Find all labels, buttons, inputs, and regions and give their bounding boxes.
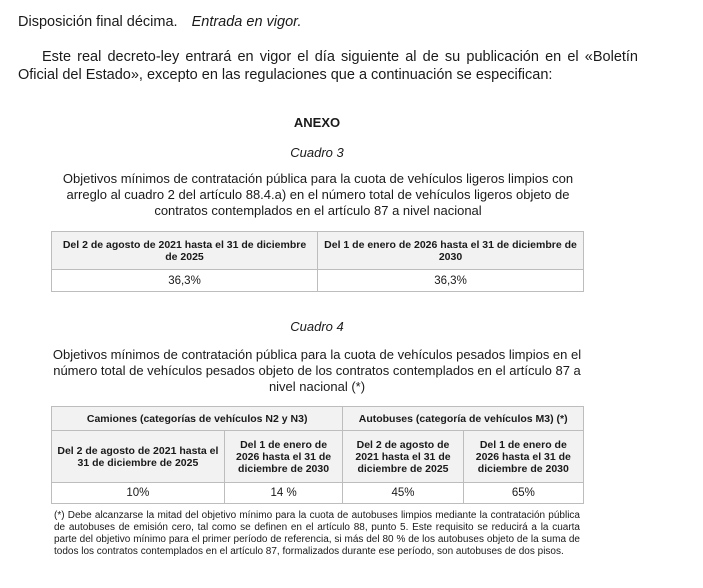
cuadro-4-header-buses-period-2: Del 1 de enero de 2026 hasta el 31 de diciembre de 2030 bbox=[463, 431, 583, 483]
cuadro-4-value-trucks-period-1: 10% bbox=[52, 483, 225, 504]
provision-label: Disposición final décima. bbox=[18, 14, 178, 30]
cuadro-3-label: Cuadro 3 bbox=[290, 145, 344, 160]
cuadro-4-label: Cuadro 4 bbox=[290, 319, 344, 334]
cuadro-4-value-buses-period-1: 45% bbox=[343, 483, 463, 504]
cuadro-4-group-trucks: Camiones (categorías de vehículos N2 y N3) bbox=[52, 407, 343, 431]
cuadro-3-objective: Objetivos mínimos de contratación pública para la cuota de vehículos ligeros limpios con arreglo al cuadro 2 del artículo 88.4.a) en el número total de vehículos ligeros objeto de contratos contemplados en el artículo 87 a nivel nacional bbox=[62, 171, 574, 218]
cuadro-4-header-buses-period-1: Del 2 de agosto de 2021 hasta el 31 de diciembre de 2025 bbox=[343, 431, 463, 483]
cuadro-4-value-trucks-period-2: 14 % bbox=[224, 483, 343, 504]
cuadro-4-header-trucks-period-1: Del 2 de agosto de 2021 hasta el 31 de diciembre de 2025 bbox=[52, 431, 225, 483]
cuadro-3-table bbox=[51, 231, 584, 292]
cuadro-4-footnote: (*) Debe alcanzarse la mitad del objetivo mínimo para la cuota de autobuses limpios mediante la contratación pública de autobuses de emisión cero, tal como se definen en el artículo 88, punto 5. Este requisito se reducirá a la cuarta parte del objetivo mínimo para el primer período de referencia, si más del 80 % de los autobuses objeto de la suma de todos los contratos contemplados en el artículo 87, formalizados durante ese período, son autobuses de dos pisos. bbox=[54, 510, 580, 557]
cuadro-4-group-buses: Autobuses (categoría de vehículos M3) (*) bbox=[343, 407, 584, 431]
entry-into-force-paragraph: Este real decreto-ley entrará en vigor el día siguiente al de su publicación en el «Boletín Oficial del Estado», excepto en las regulaciones que a continuación se especifican: bbox=[18, 49, 638, 83]
provision-title: Entrada en vigor. bbox=[191, 14, 302, 30]
cuadro-3-header-period-1: Del 2 de agosto de 2021 hasta el 31 de diciembre de 2025 bbox=[52, 232, 318, 270]
cuadro-4-value-buses-period-2: 65% bbox=[463, 483, 583, 504]
cuadro-4-objective: Objetivos mínimos de contratación pública para la cuota de vehículos pesados limpios en el número total de vehículos pesados objeto de los contratos contemplados en el artículo 87 a nivel nacional (*) bbox=[52, 347, 582, 394]
cuadro-4-header-trucks-period-2: Del 1 de enero de 2026 hasta el 31 de diciembre de 2030 bbox=[224, 431, 343, 483]
cuadro-3-value-period-1: 36,3% bbox=[52, 270, 318, 292]
cuadro-4-table bbox=[51, 406, 584, 504]
provision-heading bbox=[18, 14, 301, 30]
cuadro-3-header-period-2: Del 1 de enero de 2026 hasta el 31 de diciembre de 2030 bbox=[318, 232, 584, 270]
annex-title: ANEXO bbox=[293, 115, 341, 130]
cuadro-3-value-period-2: 36,3% bbox=[318, 270, 584, 292]
